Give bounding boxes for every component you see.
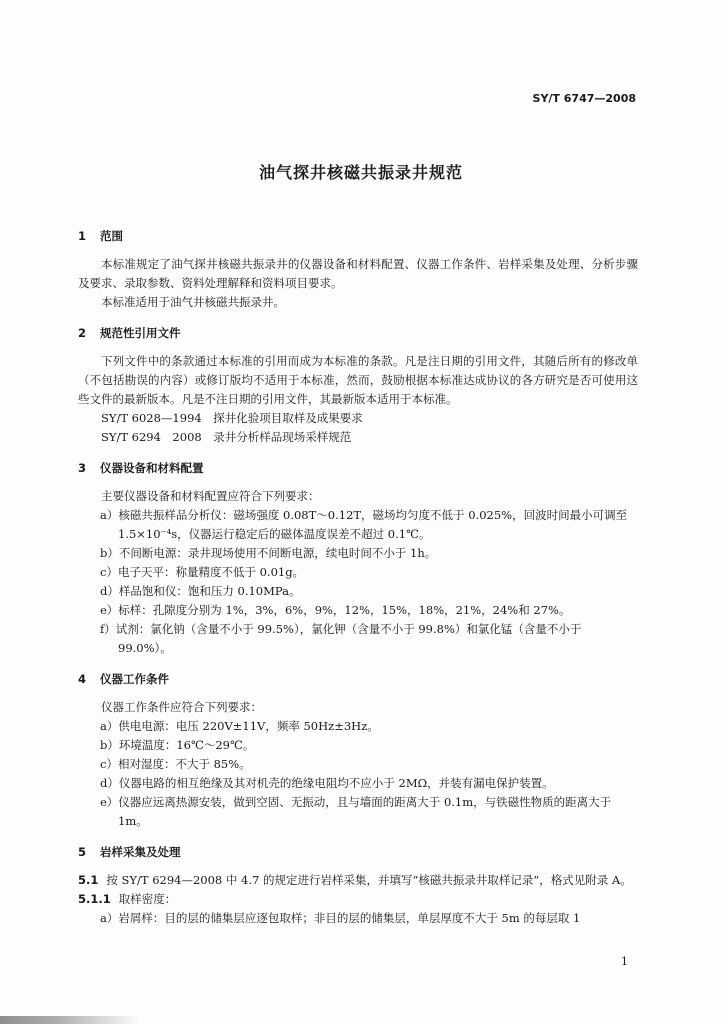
clause-5-1: 5.1 按 SY/T 6294—2008 中 4.7 的规定进行岩样采集，并填写“核磁共振录井取样记录”，格式见附录 A。: [78, 873, 632, 887]
list-item: d）样品饱和仪：饱和压力 0.10MPa。: [100, 584, 301, 598]
paragraph: 本标准适用于油气井核磁共振录井。: [101, 295, 285, 309]
clause-5-1-1: 5.1.1 取样密度：: [78, 892, 177, 906]
page-number: 1: [621, 955, 628, 968]
section-heading: 4 仪器工作条件: [78, 672, 169, 686]
paragraph: 仪器工作条件应符合下列要求：: [101, 700, 262, 714]
paragraph: 本标准规定了油气探井核磁共振录井的仪器设备和材料配置、仪器工作条件、岩样采集及处理、分析步骤及要求、录取参数、资料处理解释和资料项目要求。: [78, 257, 638, 290]
paragraph: 下列文件中的条款通过本标准的引用而成为本标准的条款。凡是注日期的引用文件，其随后所有的修改单（不包括勘误的内容）或修订版均不适用于本标准，然而，鼓励根据本标准达成协议的各方研究是否可使用这些文件的最新版本。凡是不注日期的引用文件，其最新版本适用于本标准。: [78, 354, 638, 406]
list-item: d）仪器电路的相互绝缘及其对机壳的绝缘电阻均不应小于 2MΩ，并装有漏电保护装置。: [100, 776, 554, 790]
page-title: 油气探井核磁共振录井规范: [258, 163, 463, 182]
list-item: f）试剂：氯化钠（含量不小于 99.5%），氯化钾（含量不小于 99.8%）和氯化锰（含量不小于 99.0%）。: [100, 622, 582, 655]
list-item: a）供电电源：电压 220V±11V，频率 50Hz±3Hz。: [100, 719, 379, 733]
list-item: a）核磁共振样品分析仪：磁场强度 0.08T～0.12T，磁场均匀度不低于 0.025%，回波时间最小可调至 1.5×10⁻⁴s，仪器运行稳定后的磁体温度误差不超过 0.1℃。: [100, 508, 628, 541]
standard-code: SY/T 6747—2008: [532, 92, 636, 105]
list-item: b）环境温度：16℃～29℃。: [100, 738, 255, 752]
section-heading: 1 范围: [78, 229, 123, 243]
reference-item: SY/T 6028—1994 探井化验项目取样及成果要求: [101, 411, 363, 425]
list-item: e）仪器应远离热源安装，做到空固、无振动，且与墙面的距离大于 0.1m，与铁磁性物质的距离大于 1m。: [100, 795, 612, 828]
section-heading: 2 规范性引用文件: [78, 326, 181, 340]
list-item: e）标样：孔隙度分别为 1%，3%，6%，9%，12%，15%，18%，21%，24%和 27%。: [100, 603, 571, 617]
list-item: a）岩屑样：目的层的储集层应逐包取样；非目的层的储集层，单层厚度不大于 5m 的每层取 1: [100, 911, 581, 925]
document-body: [78, 227, 638, 928]
scan-artifact: [0, 1016, 140, 1024]
list-item: c）电子天平：称量精度不低于 0.01g。: [100, 565, 305, 579]
list-item: b）不间断电源：录井现场使用不间断电源，续电时间不小于 1h。: [100, 546, 437, 560]
reference-item: SY/T 6294 2008 录井分析样品现场采样规范: [101, 430, 352, 444]
section-heading: 5 岩样采集及处理: [78, 845, 181, 859]
list-item: c）相对湿度：不大于 85%。: [100, 757, 251, 771]
section-heading: 3 仪器设备和材料配置: [78, 461, 204, 475]
paragraph: 主要仪器设备和材料配置应符合下列要求：: [101, 489, 320, 503]
